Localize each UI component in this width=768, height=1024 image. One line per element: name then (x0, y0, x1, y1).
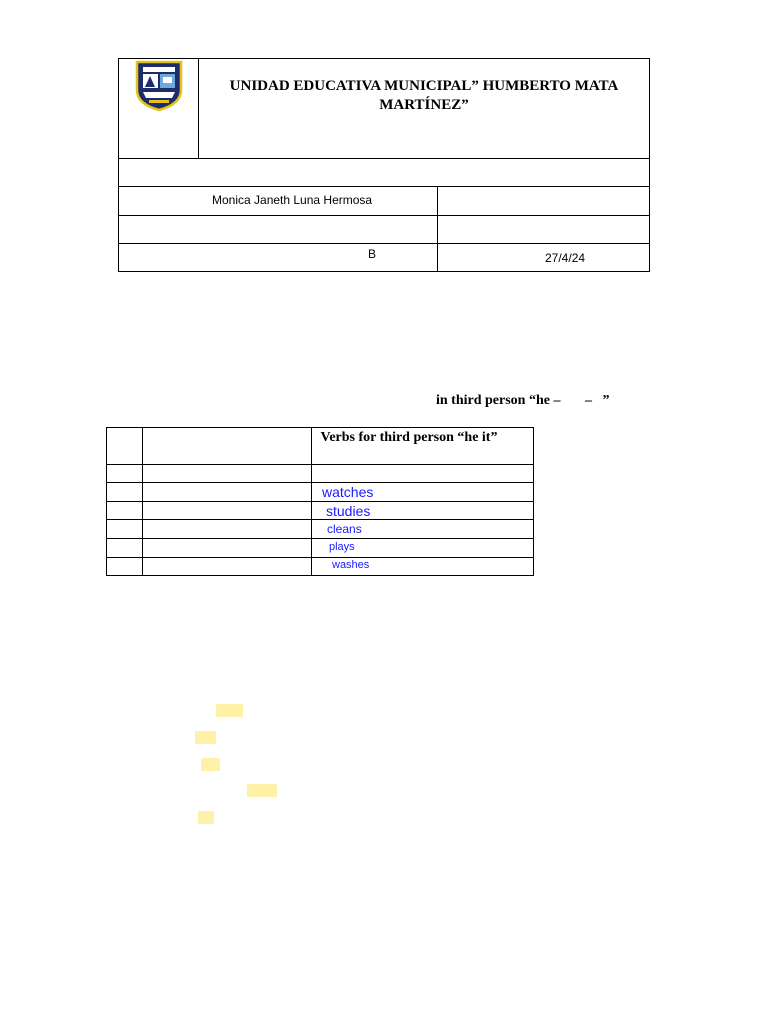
highlight-blank (198, 811, 214, 824)
header-row-line-4 (118, 243, 650, 244)
verbs-table-header: Verbs for third person “he it” (320, 430, 498, 445)
instruction-text: in third person “he – – ” (436, 393, 610, 408)
highlight-blank (195, 731, 216, 744)
verb-cell: watches (322, 484, 374, 500)
verb-cell: studies (326, 503, 371, 519)
student-name: Monica Janeth Luna Hermosa (212, 193, 373, 207)
verb-cell: plays (329, 541, 355, 553)
verb-cell: cleans (327, 522, 362, 536)
school-logo (134, 60, 184, 112)
verbs-table-row-line (106, 501, 534, 502)
header-row-line-3 (118, 215, 650, 216)
highlight-blank (216, 704, 243, 717)
date-value: 27/4/24 (545, 251, 586, 265)
verbs-table-row-line (106, 538, 534, 539)
verbs-table-row-line (106, 464, 534, 465)
parallel-value: B (368, 247, 377, 261)
highlight-blank (201, 758, 220, 771)
highlight-blank (247, 784, 277, 797)
verbs-table-row-line (106, 557, 534, 558)
logo-divider (198, 58, 199, 158)
verb-cell: washes (332, 559, 370, 571)
verbs-table-row-line (106, 519, 534, 520)
verbs-table-row-line (106, 482, 534, 483)
header-column-divider (437, 186, 438, 272)
header-row-line-1 (118, 158, 650, 159)
header-row-line-2 (118, 186, 650, 187)
school-name: UNIDAD EDUCATIVA MUNICIPAL” HUMBERTO MATA MARTÍNEZ” (229, 78, 619, 113)
